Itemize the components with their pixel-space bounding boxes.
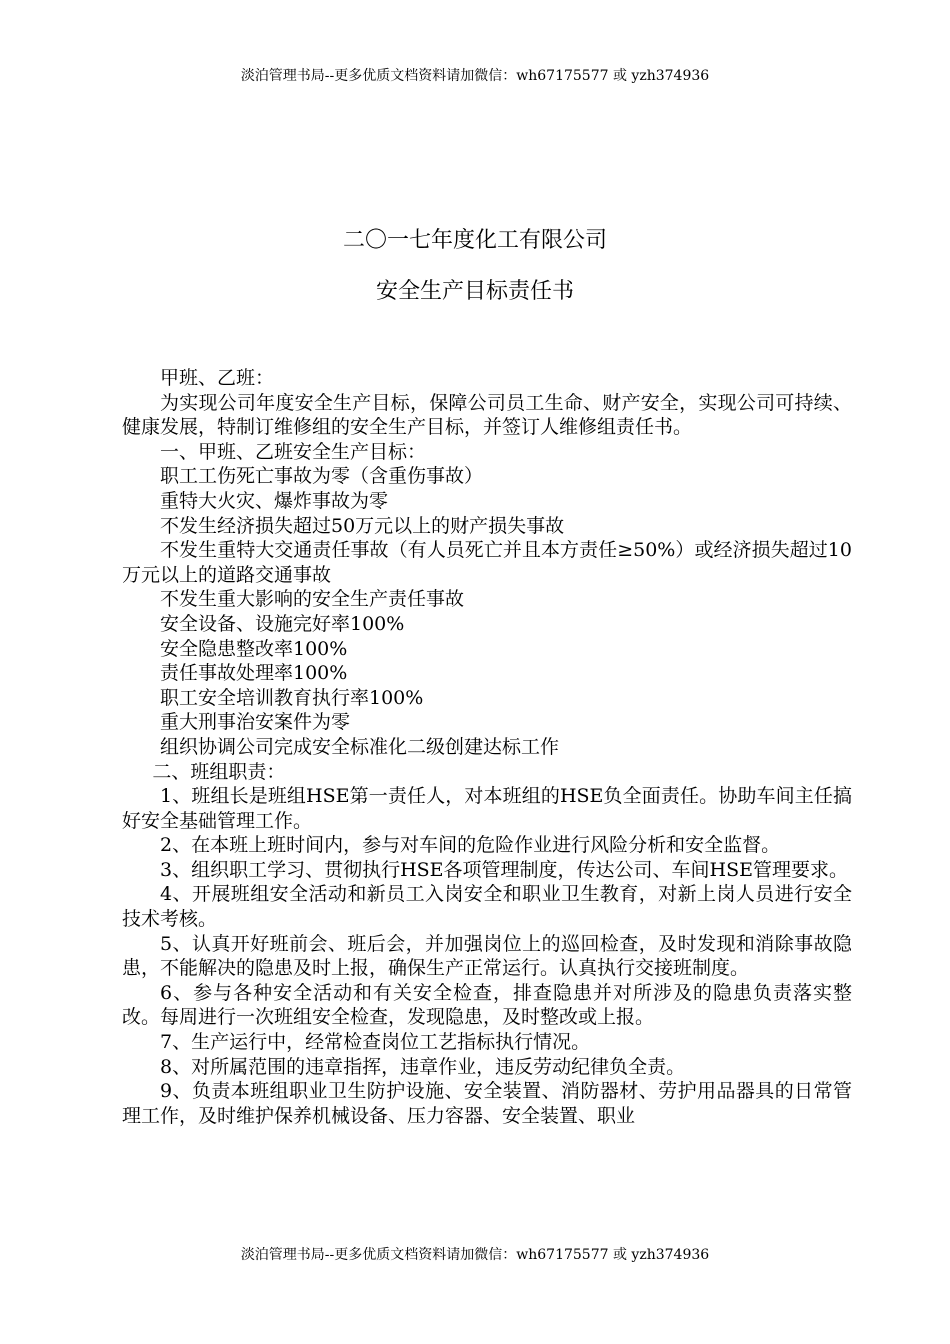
- section-heading-targets: 一、甲班、乙班安全生产目标：: [160, 440, 427, 463]
- document-body: [122, 366, 852, 1128]
- target-item: 不发生经济损失超过50万元以上的财产损失事故: [160, 514, 565, 537]
- duty-item: 8、对所属范围的违章指挥，违章作业，违反劳动纪律负全责。: [160, 1055, 686, 1078]
- intro-paragraph: 为实现公司年度安全生产目标，保障公司员工生命、财产安全，实现公司可持续、健康发展，特制订维修组的安全生产目标，并签订人维修组责任书。: [122, 391, 852, 439]
- duty-item: 2、在本班上班时间内，参与对车间的危险作业进行风险分析和安全监督。: [160, 834, 781, 857]
- target-item: 不发生重大影响的安全生产责任事故: [160, 588, 465, 611]
- salutation: 甲班、乙班：: [160, 367, 275, 389]
- duty-item: 1、班组长是班组HSE第一责任人，对本班组的HSE负全面责任。协助车间主任搞好安全基础管理工作。: [122, 785, 852, 832]
- target-item: 不发生重特大交通责任事故（有人员死亡并且本方责任≥50%）或经济损失超过10万元以上的道路交通事故: [122, 539, 852, 586]
- duty-item: 9、负责本班组职业卫生防护设施、安全装置、消防器材、劳护用品器具的日常管理工作，及时维护保养机械设备、压力容器、安全装置、职业: [122, 1080, 852, 1127]
- target-item: 安全设备、设施完好率100%: [160, 612, 405, 635]
- page-footer: 淡泊管理书局--更多优质文档资料请加微信：wh67175577 或 yzh374936: [240, 1247, 710, 1263]
- document-title-company: 二〇一七年度化工有限公司: [342, 228, 607, 253]
- target-item: 职工安全培训教育执行率100%: [160, 686, 424, 709]
- document-title: 安全生产目标责任书: [375, 279, 574, 304]
- section-heading-duties: 二、班组职责：: [152, 760, 286, 783]
- target-item: 重大刑事治安案件为零: [160, 711, 351, 734]
- target-item: 安全隐患整改率100%: [160, 637, 348, 660]
- target-item: 职工工伤死亡事故为零（含重伤事故）: [160, 465, 484, 488]
- duty-item: 5、认真开好班前会、班后会，并加强岗位上的巡回检查，及时发现和消除事故隐患，不能解决的隐患及时上报，确保生产正常运行。认真执行交接班制度。: [122, 932, 852, 980]
- duty-item: 4、开展班组安全活动和新员工入岗安全和职业卫生教育，对新上岗人员进行安全技术考核。: [122, 883, 852, 931]
- duty-item: 7、生产运行中，经常检查岗位工艺指标执行情况。: [160, 1031, 591, 1054]
- target-item: 组织协调公司完成安全标准化二级创建达标工作: [160, 735, 560, 758]
- page-header: 淡泊管理书局--更多优质文档资料请加微信：wh67175577 或 yzh374936: [240, 68, 710, 84]
- target-item: 责任事故处理率100%: [160, 662, 348, 685]
- target-item: 重特大火灾、爆炸事故为零: [160, 489, 389, 512]
- duty-item: 3、组织职工学习、贯彻执行HSE各项管理制度，传达公司、车间HSE管理要求。: [160, 858, 849, 881]
- duty-item: 6、参与各种安全活动和有关安全检查，排查隐患并对所涉及的隐患负责落实整改。每周进行一次班组安全检查，发现隐患，及时整改或上报。: [122, 981, 852, 1029]
